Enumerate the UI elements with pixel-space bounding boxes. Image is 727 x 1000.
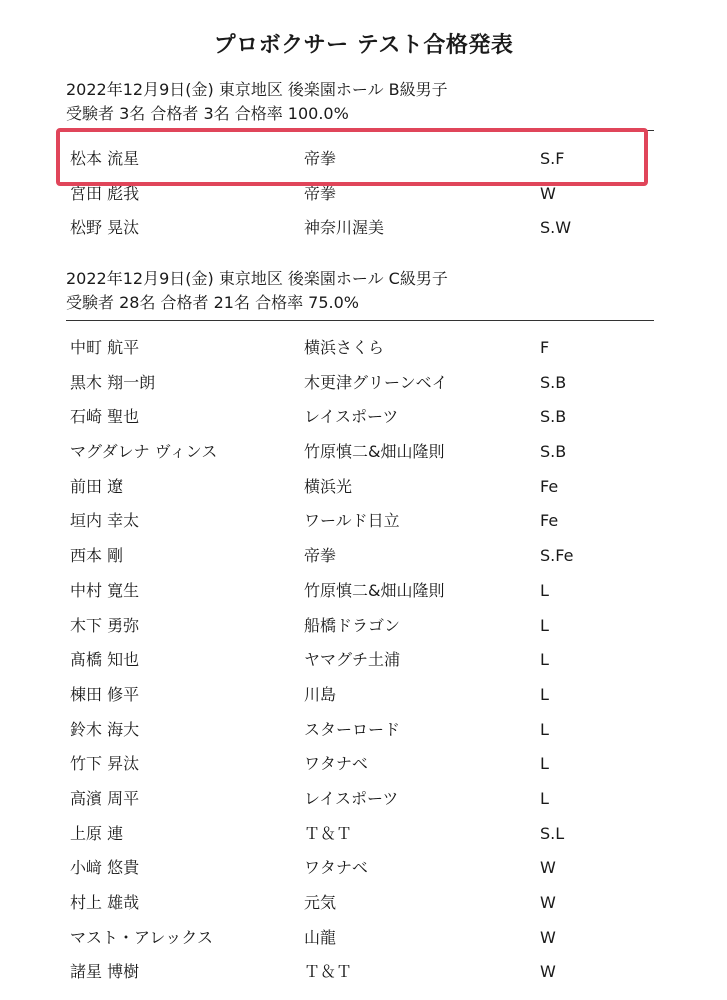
gym-name: 神奈川渥美: [304, 218, 385, 238]
boxer-name: 松本 流星: [70, 149, 140, 168]
section-header-b-class: [66, 78, 666, 126]
boxer-name: 中村 寛生: [70, 580, 140, 600]
exam-info: 2022年12月9日(金) 東京地区 後楽園ホール B級男子: [66, 80, 448, 99]
boxer-name: 竹下 昇汰: [70, 754, 140, 774]
gym-name: ワールド日立: [304, 511, 400, 531]
weight-class: W: [540, 962, 556, 982]
result-row: [66, 574, 654, 609]
weight-class: S.B: [540, 442, 567, 462]
result-row: [66, 331, 654, 366]
result-row: [66, 921, 654, 956]
result-row: [66, 782, 654, 817]
gym-name: 帝拳: [304, 149, 337, 168]
boxer-name: 中町 航平: [70, 338, 140, 357]
gym-name: 木更津グリーンベイ: [304, 372, 448, 392]
weight-class: S.B: [540, 407, 567, 427]
result-row: [66, 955, 654, 990]
gym-name: 川島: [304, 684, 337, 704]
result-row: [66, 747, 654, 782]
gym-name: Ｔ＆Ｔ: [304, 962, 353, 982]
result-row: [66, 366, 654, 401]
gym-name: Ｔ＆Ｔ: [304, 823, 353, 843]
results-list-c-class: [66, 331, 654, 990]
gym-name: 帝拳: [304, 183, 337, 203]
boxer-name: 髙橋 知也: [70, 650, 140, 670]
weight-class: W: [540, 927, 556, 947]
gym-name: レイスポーツ: [304, 407, 399, 427]
gym-name: 山龍: [304, 927, 337, 947]
boxer-name: 松野 晃汰: [70, 218, 140, 238]
weight-class: S.L: [540, 823, 565, 843]
result-row: [66, 609, 654, 644]
boxer-name: 諸星 博樹: [70, 962, 140, 982]
gym-name: レイスポーツ: [304, 788, 399, 808]
boxer-name: 棟田 修平: [70, 684, 140, 704]
gym-name: スターロード: [304, 719, 401, 739]
result-row: [66, 211, 654, 246]
gym-name: 船橋ドラゴン: [304, 615, 401, 635]
gym-name: 横浜さくら: [304, 338, 385, 357]
boxer-name: 西本 剛: [70, 546, 124, 566]
result-row: [66, 851, 654, 886]
exam-stats: 受験者 28名 合格者 21名 合格率 75.0%: [66, 293, 359, 312]
weight-class: L: [540, 754, 549, 774]
result-row: [66, 713, 654, 748]
result-row: [66, 643, 654, 678]
result-row: [66, 817, 654, 852]
result-row: [66, 400, 654, 435]
result-row: [66, 678, 654, 713]
exam-info: 2022年12月9日(金) 東京地区 後楽園ホール C級男子: [66, 269, 448, 288]
result-row: [66, 504, 654, 539]
gym-name: 竹原慎二&畑山隆則: [304, 580, 445, 600]
weight-class: L: [540, 719, 549, 739]
weight-class: F: [540, 338, 550, 357]
result-row: [66, 886, 654, 921]
weight-class: Fe: [540, 476, 559, 496]
weight-class: S.W: [540, 218, 572, 238]
boxer-name: 石崎 聖也: [70, 407, 140, 427]
result-row: [66, 470, 654, 505]
weight-class: Fe: [540, 511, 559, 531]
exam-stats: 受験者 3名 合格者 3名 合格率 100.0%: [66, 104, 349, 123]
boxer-name: マスト・アレックス: [70, 927, 214, 947]
gym-name: ワタナベ: [304, 754, 368, 774]
weight-class: L: [540, 615, 549, 635]
weight-class: L: [540, 788, 549, 808]
boxer-name: 前田 遼: [70, 476, 124, 496]
weight-class: L: [540, 580, 549, 600]
boxer-name: 小﨑 悠貴: [70, 858, 140, 878]
section-header-c-class: [66, 267, 666, 315]
highlight-box: [56, 128, 648, 186]
boxer-name: マグダレナ ヴィンス: [70, 442, 218, 462]
gym-name: 元気: [304, 893, 337, 912]
weight-class: W: [540, 858, 556, 878]
weight-class: L: [540, 684, 549, 704]
result-row: [66, 435, 654, 470]
weight-class: L: [540, 650, 549, 670]
boxer-name: 高濱 周平: [70, 788, 140, 808]
boxer-name: 村上 雄哉: [70, 893, 140, 912]
boxer-name: 垣内 幸太: [70, 511, 140, 531]
gym-name: ヤマグチ土浦: [304, 650, 401, 670]
weight-class: W: [540, 893, 556, 912]
result-row: [66, 539, 654, 574]
weight-class: W: [540, 183, 556, 203]
boxer-name: 黒木 翔一朗: [70, 372, 156, 392]
divider: [66, 320, 654, 321]
gym-name: 横浜光: [304, 476, 353, 496]
page-title: プロボクサー テスト合格発表: [213, 33, 514, 58]
boxer-name: 宮田 彪我: [70, 183, 140, 203]
gym-name: 竹原慎二&畑山隆則: [304, 442, 445, 462]
boxer-name: 上原 連: [70, 823, 124, 843]
weight-class: S.F: [540, 149, 565, 168]
boxer-name: 鈴木 海大: [70, 719, 140, 739]
gym-name: ワタナベ: [304, 858, 368, 878]
weight-class: S.B: [540, 372, 567, 392]
gym-name: 帝拳: [304, 546, 337, 566]
weight-class: S.Fe: [540, 546, 574, 566]
boxer-name: 木下 勇弥: [70, 615, 140, 635]
